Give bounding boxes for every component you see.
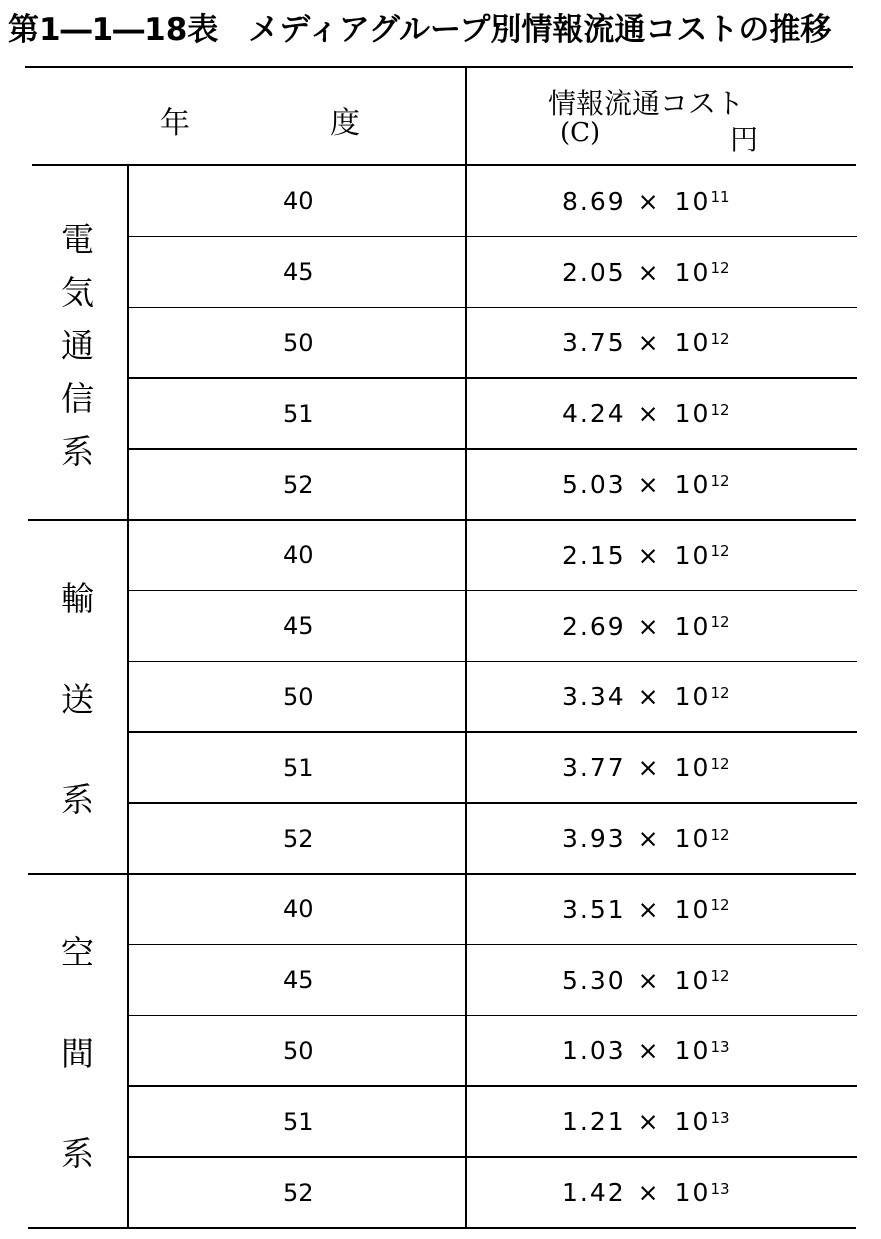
- table-number: 第1―1―18表: [8, 12, 219, 48]
- cost-mantissa: 1.21: [562, 1107, 626, 1137]
- group-label: [30, 874, 125, 1228]
- group-label-char: 電: [61, 219, 94, 259]
- cost-mantissa: 4.24: [562, 399, 626, 429]
- year-cell: 52: [283, 470, 314, 499]
- cost-base: 10: [674, 470, 711, 500]
- group-divider: [127, 166, 129, 520]
- times-sign: ×: [637, 1178, 661, 1208]
- cost-base: 10: [674, 328, 711, 358]
- header-cost-symbol: (C): [560, 118, 601, 148]
- cost-mantissa: 2.05: [562, 257, 626, 287]
- cost-base: 10: [674, 1036, 711, 1066]
- cost-mantissa: 3.75: [562, 328, 626, 358]
- group-label: [30, 520, 125, 874]
- times-sign: ×: [637, 1036, 661, 1066]
- group-label-char: 系: [61, 779, 94, 819]
- header-divider: [465, 66, 467, 166]
- cost-base: 10: [674, 894, 711, 924]
- cost-value-cell: [500, 1086, 830, 1157]
- cost-value-cell: [500, 1016, 830, 1087]
- cost-base: 10: [674, 753, 711, 783]
- year-cell: 45: [283, 258, 314, 287]
- year-cell: 52: [283, 1178, 314, 1207]
- cost-value-cell: [500, 166, 830, 237]
- cost-mantissa: 3.51: [562, 894, 626, 924]
- year-cell: 51: [283, 1107, 314, 1136]
- column-divider: [465, 520, 467, 874]
- cost-exponent: 12: [710, 683, 730, 702]
- cost-mantissa: 2.69: [562, 611, 626, 641]
- group-divider: [127, 520, 129, 874]
- cost-value-cell: [500, 520, 830, 591]
- times-sign: ×: [637, 540, 661, 570]
- cost-value-cell: [500, 945, 830, 1016]
- cost-exponent: 12: [710, 613, 730, 632]
- cost-exponent: 12: [710, 825, 730, 844]
- year-cell: 40: [283, 895, 314, 924]
- cost-base: 10: [674, 824, 711, 854]
- cost-exponent: 12: [710, 542, 730, 561]
- cost-value-cell: [500, 237, 830, 308]
- times-sign: ×: [637, 682, 661, 712]
- group-bottom-rule: [28, 1227, 856, 1229]
- cost-base: 10: [674, 186, 711, 216]
- cost-exponent: 13: [710, 1037, 730, 1056]
- cost-base: 10: [674, 1178, 711, 1208]
- cost-value-cell: [500, 449, 830, 520]
- header-year-char: 度: [330, 106, 360, 141]
- group-label-char: 系: [61, 1133, 94, 1173]
- cost-value-cell: [500, 874, 830, 945]
- column-divider: [465, 166, 467, 520]
- group-label-char: 空: [61, 933, 94, 973]
- year-cell: 45: [283, 612, 314, 641]
- year-cell: 45: [283, 966, 314, 995]
- header-cost-label: 情報流通コスト: [548, 87, 745, 120]
- cost-exponent: 12: [710, 896, 730, 915]
- header-cost: [540, 80, 790, 160]
- cost-exponent: 12: [710, 754, 730, 773]
- header-cost-unit: 円: [730, 123, 759, 156]
- cost-mantissa: 5.30: [562, 965, 626, 995]
- cost-base: 10: [674, 611, 711, 641]
- cost-base: 10: [674, 257, 711, 287]
- cost-mantissa: 3.77: [562, 753, 626, 783]
- group-label-char: 信: [61, 378, 94, 418]
- group-label-char: 系: [61, 431, 94, 471]
- year-cell: 52: [283, 824, 314, 853]
- group-label-char: 輸: [61, 579, 94, 619]
- times-sign: ×: [637, 824, 661, 854]
- group-label-char: 通: [61, 325, 94, 365]
- column-divider: [465, 874, 467, 1228]
- cost-exponent: 13: [710, 1179, 730, 1198]
- cost-base: 10: [674, 1107, 711, 1137]
- times-sign: ×: [637, 186, 661, 216]
- cost-mantissa: 3.93: [562, 824, 626, 854]
- table-top-rule: [25, 66, 853, 68]
- times-sign: ×: [637, 399, 661, 429]
- cost-value-cell: [500, 662, 830, 733]
- times-sign: ×: [637, 894, 661, 924]
- times-sign: ×: [637, 470, 661, 500]
- cost-value-cell: [500, 803, 830, 874]
- cost-base: 10: [674, 399, 711, 429]
- cost-exponent: 12: [710, 471, 730, 490]
- times-sign: ×: [637, 257, 661, 287]
- cost-value-cell: [500, 378, 830, 449]
- group-divider: [127, 874, 129, 1228]
- group-label-char: 気: [61, 272, 94, 312]
- year-cell: 40: [283, 541, 314, 570]
- cost-value-cell: [500, 732, 830, 803]
- cost-exponent: 11: [710, 188, 730, 207]
- times-sign: ×: [637, 611, 661, 641]
- cost-mantissa: 1.03: [562, 1036, 626, 1066]
- year-cell: 50: [283, 1036, 314, 1065]
- cost-mantissa: 2.15: [562, 540, 626, 570]
- cost-mantissa: 1.42: [562, 1178, 626, 1208]
- group-label-char: 送: [61, 679, 94, 719]
- cost-exponent: 12: [710, 967, 730, 986]
- year-cell: 50: [283, 682, 314, 711]
- cost-base: 10: [674, 965, 711, 995]
- group-label-char: 間: [61, 1033, 94, 1073]
- cost-mantissa: 3.34: [562, 682, 626, 712]
- cost-mantissa: 5.03: [562, 470, 626, 500]
- year-cell: 50: [283, 328, 314, 357]
- times-sign: ×: [637, 965, 661, 995]
- table-title-text: メディアグループ別情報流通コストの推移: [248, 12, 832, 48]
- cost-exponent: 12: [710, 259, 730, 278]
- cost-value-cell: [500, 308, 830, 379]
- cost-mantissa: 8.69: [562, 186, 626, 216]
- times-sign: ×: [637, 1107, 661, 1137]
- times-sign: ×: [637, 753, 661, 783]
- cost-value-cell: [500, 1157, 830, 1228]
- cost-exponent: 12: [710, 400, 730, 419]
- header-year: [120, 90, 400, 150]
- cost-base: 10: [674, 540, 711, 570]
- cost-exponent: 13: [710, 1108, 730, 1127]
- cost-base: 10: [674, 682, 711, 712]
- year-cell: 51: [283, 399, 314, 428]
- cost-value-cell: [500, 591, 830, 662]
- times-sign: ×: [637, 328, 661, 358]
- header-year-char: 年: [160, 106, 190, 141]
- year-cell: 51: [283, 753, 314, 782]
- group-label: [30, 166, 125, 520]
- cost-exponent: 12: [710, 329, 730, 348]
- year-cell: 40: [283, 187, 314, 216]
